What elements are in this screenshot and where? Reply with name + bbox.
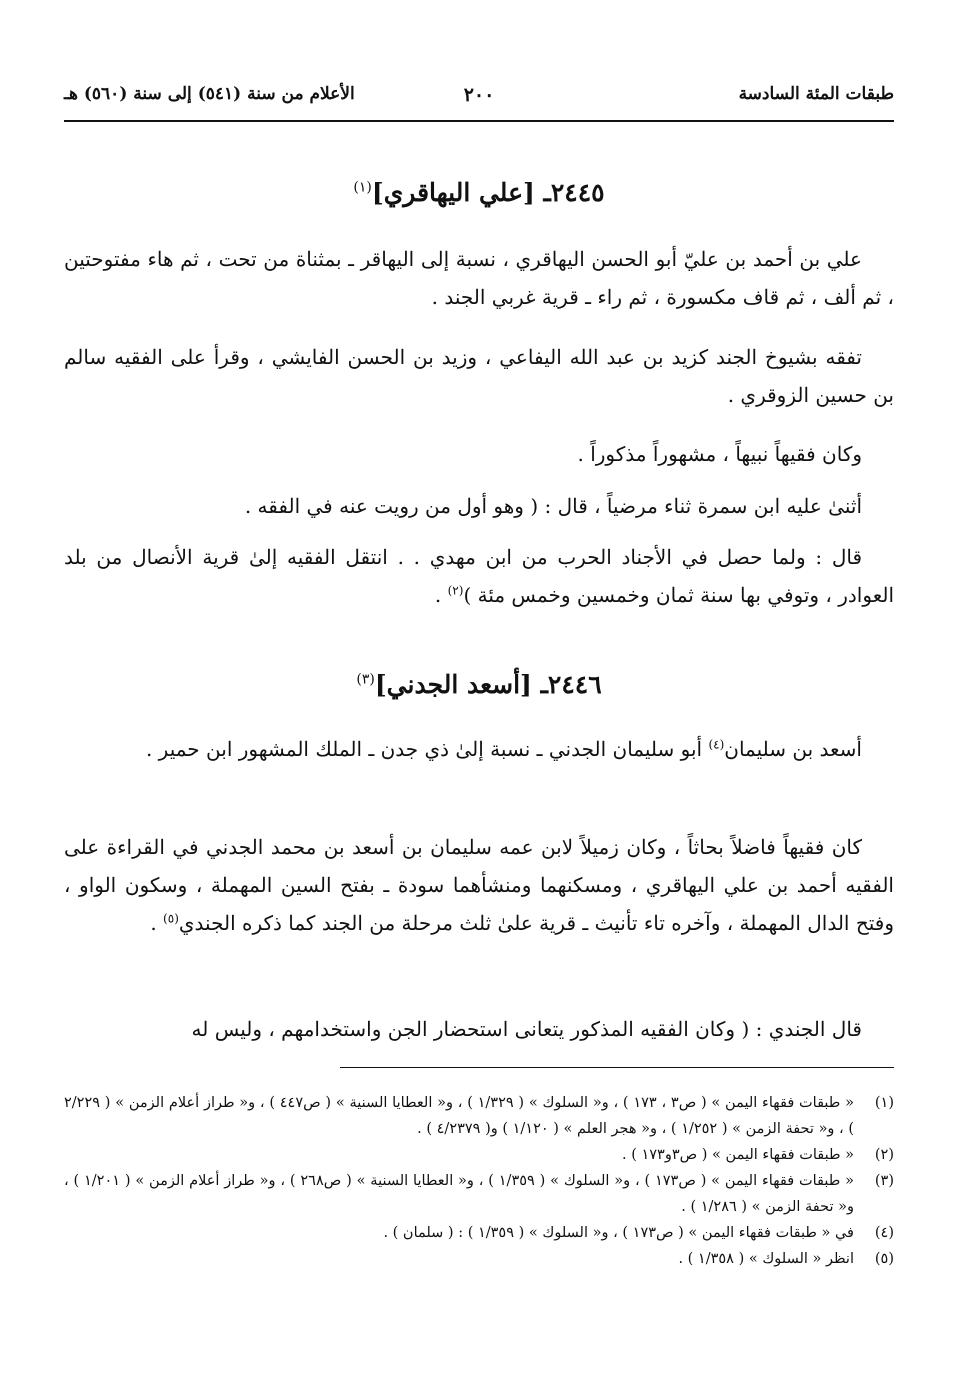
footnote-text: « طبقات فقهاء اليمن » ( ص٣و١٧٣ ) . [621,1147,854,1163]
paragraph-text: كان فقيهاً فاضلاً بحاثاً ، وكان زميلاً لابن عمه سليمان بن أسعد بن محمد الجدني في القراءة على الفقيه أحمد بن علي اليهاقري ، ومسكنهما ومنشأهما سودة ـ بفتح السين المهملة ، وسكون الواو ، وفتح الدال المهملة ، وآخره تاء تأنيث ـ قرية علىٰ ثلث مرحلة من الجند كما ذكره الجندي [64,835,894,935]
entry-2446-paragraph-1 [64,730,894,768]
footnote-number: (٥) [874,1251,894,1267]
footnote-number: (١) [874,1095,894,1111]
footnote-1 [64,1090,894,1142]
entry-title-2446 [64,670,894,699]
paragraph-text: أسعد بن سليمان [724,737,862,761]
entry-2445-paragraph-5 [64,538,894,614]
running-header [64,84,894,114]
entry-2445-paragraph-3: وكان فقيهاً نبيهاً ، مشهوراً مذكوراً . [577,442,862,466]
footnote-ref: (٥) [163,911,179,926]
footnote-ref: (١) [353,179,372,196]
footnote-text: في « طبقات فقهاء اليمن » ( ص١٧٣ ) ، و« السلوك » ( ١/٣٥٩ ) : ( سلمان ) . [383,1225,854,1241]
header-section-title: طبقات المئة السادسة [738,84,894,104]
paragraph-text: أبو سليمان الجدني ـ نسبة إلىٰ ذي جدن ـ الملك المشهور ابن حمير . [145,737,709,761]
footnote-3 [64,1168,894,1220]
footnote-5 [64,1246,894,1272]
footnote-number: (٣) [874,1173,894,1189]
footnote-2 [64,1142,894,1168]
entry-title-text: ٢٤٤٥ـ [علي اليهاقري] [371,178,605,207]
paragraph-tail: . [434,583,448,607]
paragraph-tail: . [150,911,164,935]
entry-2445-paragraph-1: علي بن أحمد بن عليّ أبو الحسن اليهاقري ، نسبة إلى اليهاقر ـ بمثناة من تحت ، ثم هاء مفتوحتين ، ثم ألف ، ثم قاف مكسورة ، ثم راء ـ قرية غربي الجند . [64,247,894,309]
header-divider [64,120,894,122]
entry-title-2445 [64,178,894,207]
paragraph-text: قال : ولما حصل في الأجناد الحرب من ابن مهدي . . انتقل الفقيه إلىٰ قرية الأنصال من بلد العوادر ، وتوفي بها سنة ثمان وخمسين وخمس مئة ) [64,545,894,607]
footnote-ref: (٤) [708,737,725,752]
footnote-number: (٢) [874,1147,894,1163]
footnote-number: (٤) [874,1225,894,1241]
entry-2445-paragraph-4: أثنىٰ عليه ابن سمرة ثناء مرضياً ، قال : ( وهو أول من رويت عنه في الفقه . [244,494,862,518]
footnote-divider [340,1067,894,1068]
entry-2446-paragraph-3: قال الجندي : ( وكان الفقيه المذكور يتعانى استحضار الجن واستخدامهم ، وليس له [191,1017,862,1041]
entry-2446-paragraph-2 [64,828,894,942]
footnote-text: انظر « السلوك » ( ١/٣٥٨ ) . [678,1251,854,1267]
footnote-ref: (٣) [356,671,375,688]
entry-title-text: ٢٤٤٦ـ [أسعد الجدني] [374,670,602,699]
footnote-ref: (٢) [447,583,464,598]
header-year-range: الأعلام من سنة (٥٤١) إلى سنة (٥٦٠) هـ [64,84,355,104]
footnote-text: « طبقات فقهاء اليمن » ( ص١٧٣ ) ، و« السلوك » ( ١/٣٥٩ ) ، و« العطايا السنية » ( ص٢٦٨ ) ، و« طراز أعلام الزمن » ( ١/٢٠١ ) ، و« تحفة الزمن » ( ١/٢٨٦ ) . [64,1173,854,1215]
footnotes [64,1090,894,1272]
footnote-4 [64,1220,894,1246]
footnote-text: « طبقات فقهاء اليمن » ( ص٣ ، ١٧٣ ) ، و« السلوك » ( ١/٣٢٩ ) ، و« العطايا السنية » ( ص٤٤٧ ) ، و« طراز أعلام الزمن » ( ٢/٢٢٩ ) ، و« تحفة الزمن » ( ١/٢٥٢ ) ، و« هجر العلم » ( ١/١٢٠ ) و( ٤/٢٣٧٩ ) . [64,1095,854,1137]
page-number: ٢٠٠ [463,84,495,106]
entry-2445-paragraph-2: تفقه بشيوخ الجند كزيد بن عبد الله اليفاعي ، وزيد بن الحسن الفايشي ، وقرأ على الفقيه سالم بن حسين الزوقري . [64,345,894,407]
